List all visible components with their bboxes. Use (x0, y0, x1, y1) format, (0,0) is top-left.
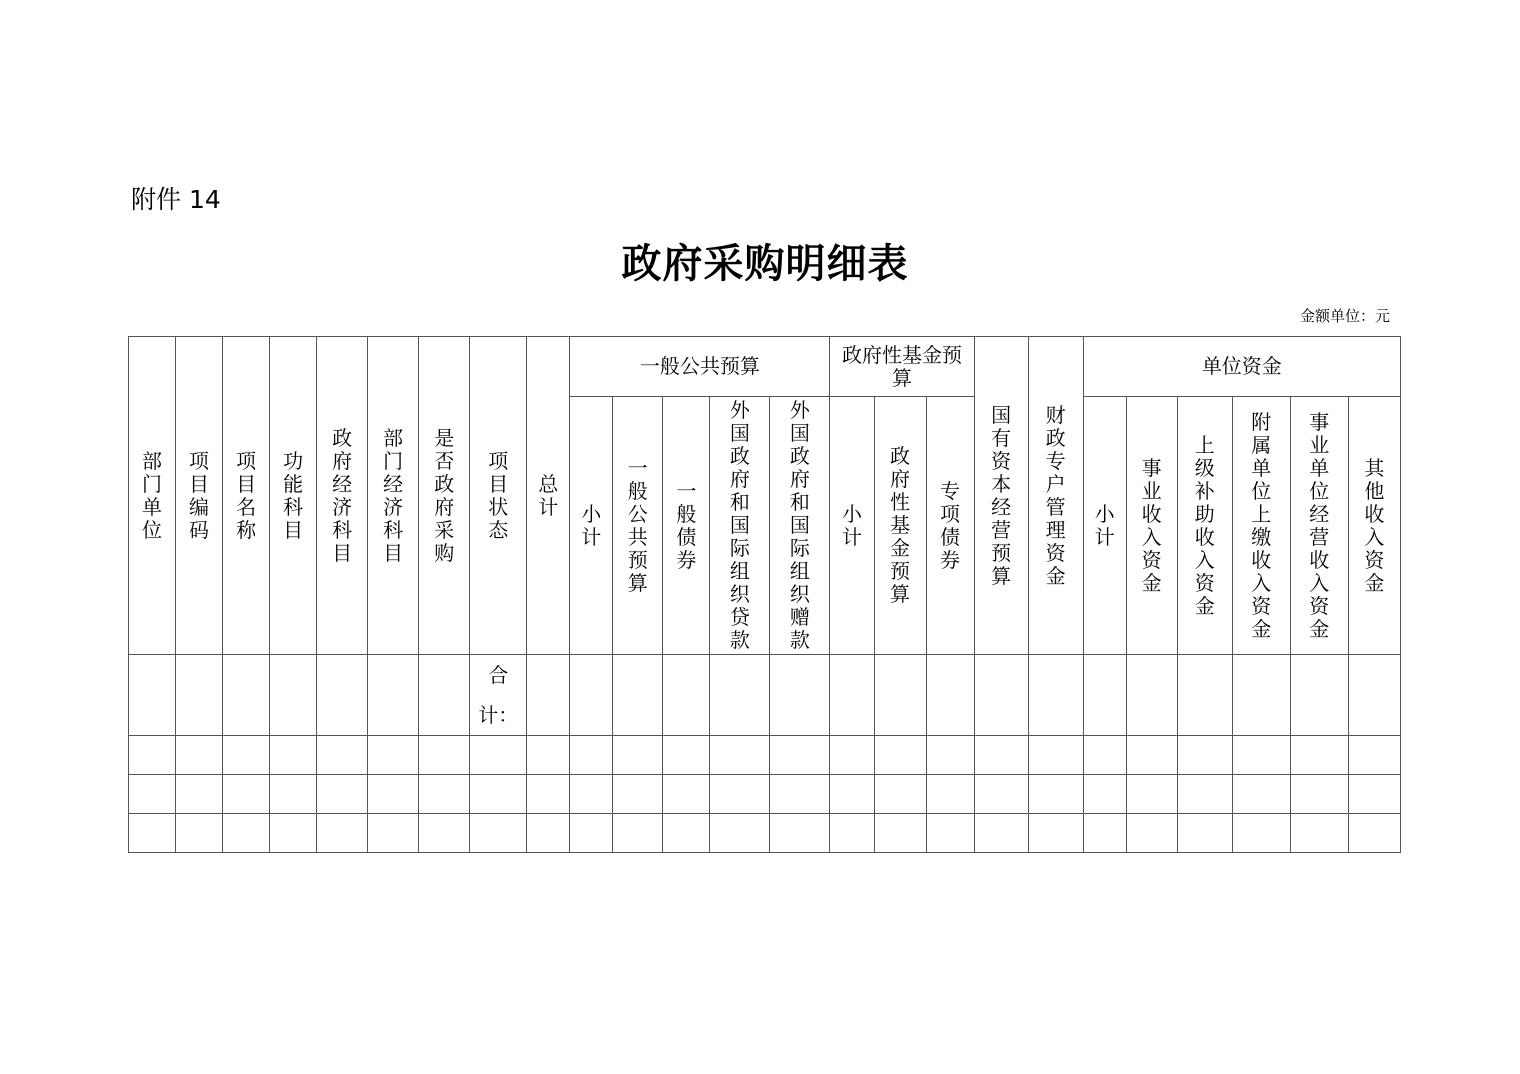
total-cell (770, 655, 830, 736)
data-cell[interactable] (613, 814, 663, 853)
header-state-capital: 国有资本经营预算 (974, 337, 1028, 655)
data-cell[interactable] (1177, 814, 1232, 853)
data-cell[interactable] (129, 814, 176, 853)
total-cell (1232, 655, 1290, 736)
data-cell[interactable] (368, 814, 419, 853)
data-cell[interactable] (874, 736, 926, 775)
total-cell (1083, 655, 1126, 736)
data-cell[interactable] (527, 814, 570, 853)
header-project-name: 项目名称 (223, 337, 270, 655)
total-cell (1348, 655, 1400, 736)
header-fb-special-bonds: 专项债券 (926, 397, 974, 655)
data-cell[interactable] (974, 775, 1028, 814)
header-dept-unit: 部门单位 (129, 337, 176, 655)
total-cell (874, 655, 926, 736)
total-cell (1126, 655, 1177, 736)
data-cell[interactable] (1232, 775, 1290, 814)
data-cell[interactable] (1083, 736, 1126, 775)
data-cell[interactable] (1348, 736, 1400, 775)
total-cell (129, 655, 176, 736)
total-cell (570, 655, 613, 736)
header-gb-foreign-grants: 外国政府和国际组织赠款 (770, 397, 830, 655)
data-cell[interactable] (926, 814, 974, 853)
data-cell[interactable] (974, 814, 1028, 853)
total-cell (663, 655, 710, 736)
data-cell[interactable] (1177, 736, 1232, 775)
data-cell[interactable] (129, 736, 176, 775)
total-cell (1290, 655, 1348, 736)
data-cell[interactable] (1348, 814, 1400, 853)
data-cell[interactable] (270, 736, 317, 775)
data-cell[interactable] (1126, 736, 1177, 775)
data-cell[interactable] (770, 775, 830, 814)
data-cell[interactable] (1028, 736, 1083, 775)
page-title: 政府采购明细表 (621, 240, 909, 287)
header-uf-superior-subsidy: 上级补助收入资金 (1177, 397, 1232, 655)
data-cell[interactable] (1177, 775, 1232, 814)
total-row (129, 655, 1401, 736)
total-cell (830, 655, 874, 736)
header-dept-econ-subject: 部门经济科目 (368, 337, 419, 655)
total-label-bottom: 计： (478, 703, 519, 727)
header-is-gov-procurement: 是否政府采购 (419, 337, 470, 655)
header-gov-econ-subject: 政府经济科目 (317, 337, 368, 655)
data-cell[interactable] (770, 814, 830, 853)
data-cell[interactable] (470, 775, 527, 814)
data-cell[interactable] (663, 775, 710, 814)
header-gb-foreign-loans: 外国政府和国际组织贷款 (710, 397, 770, 655)
data-cell[interactable] (527, 736, 570, 775)
data-cell[interactable] (1083, 775, 1126, 814)
data-cell[interactable] (527, 775, 570, 814)
data-cell[interactable] (770, 736, 830, 775)
data-cell[interactable] (570, 814, 613, 853)
data-cell[interactable] (419, 775, 470, 814)
data-cell[interactable] (368, 736, 419, 775)
header-uf-affiliate-income: 附属单位上缴收入资金 (1232, 397, 1290, 655)
total-cell (368, 655, 419, 736)
data-cell[interactable] (1348, 775, 1400, 814)
total-cell (176, 655, 223, 736)
header-uf-operating-income: 事业单位经营收入资金 (1290, 397, 1348, 655)
data-cell[interactable] (176, 814, 223, 853)
data-cell[interactable] (613, 775, 663, 814)
data-cell[interactable] (710, 736, 770, 775)
data-cell[interactable] (570, 775, 613, 814)
header-group-fund-budget: 政府性基金预算 (830, 337, 974, 397)
data-cell[interactable] (830, 814, 874, 853)
header-fb-subtotal: 小计 (830, 397, 874, 655)
data-cell[interactable] (1028, 814, 1083, 853)
data-cell[interactable] (570, 736, 613, 775)
data-cell[interactable] (470, 736, 527, 775)
data-cell[interactable] (830, 736, 874, 775)
data-cell[interactable] (419, 736, 470, 775)
data-cell[interactable] (613, 736, 663, 775)
data-cell[interactable] (223, 736, 270, 775)
header-gb-bonds: 一般债券 (663, 397, 710, 655)
data-cell[interactable] (926, 775, 974, 814)
data-cell[interactable] (874, 814, 926, 853)
data-cell[interactable] (270, 814, 317, 853)
total-cell (1028, 655, 1083, 736)
header-group-general-budget: 一般公共预算 (570, 337, 830, 397)
header-project-status: 项目状态 (470, 337, 527, 655)
header-special-account: 财政专户管理资金 (1028, 337, 1083, 655)
header-uf-other-income: 其他收入资金 (1348, 397, 1400, 655)
data-cell[interactable] (974, 736, 1028, 775)
data-cell[interactable] (1232, 736, 1290, 775)
data-cell[interactable] (270, 775, 317, 814)
data-cell[interactable] (1290, 814, 1348, 853)
data-cell[interactable] (830, 775, 874, 814)
data-cell[interactable] (223, 814, 270, 853)
data-cell[interactable] (317, 775, 368, 814)
table-row (129, 736, 1401, 775)
header-fb-fund: 政府性基金预算 (874, 397, 926, 655)
total-cell (527, 655, 570, 736)
data-cell[interactable] (129, 775, 176, 814)
data-cell[interactable] (926, 736, 974, 775)
data-cell[interactable] (176, 775, 223, 814)
header-gb-general: 一般公共预算 (613, 397, 663, 655)
header-project-code: 项目编码 (176, 337, 223, 655)
total-cell (317, 655, 368, 736)
header-uf-business-income: 事业收入资金 (1126, 397, 1177, 655)
header-function-subject: 功能科目 (270, 337, 317, 655)
total-cell (1177, 655, 1232, 736)
data-cell[interactable] (176, 736, 223, 775)
total-cell (613, 655, 663, 736)
header-gb-subtotal: 小计 (570, 397, 613, 655)
data-cell[interactable] (317, 814, 368, 853)
total-cell (419, 655, 470, 736)
data-cell[interactable] (663, 736, 710, 775)
data-cell[interactable] (710, 775, 770, 814)
data-cell[interactable] (317, 736, 368, 775)
procurement-detail-table (128, 336, 1401, 853)
total-cell (974, 655, 1028, 736)
total-label-cell (470, 655, 527, 736)
total-cell (223, 655, 270, 736)
amount-unit-note: 金额单位：元 (1299, 307, 1390, 325)
data-cell[interactable] (663, 814, 710, 853)
data-cell[interactable] (1290, 736, 1348, 775)
header-uf-subtotal: 小计 (1083, 397, 1126, 655)
data-cell[interactable] (1126, 775, 1177, 814)
header-grand-total: 总计 (527, 337, 570, 655)
data-cell[interactable] (1083, 814, 1126, 853)
table-row (129, 775, 1401, 814)
data-cell[interactable] (419, 814, 470, 853)
data-cell[interactable] (710, 814, 770, 853)
total-cell (270, 655, 317, 736)
data-cell[interactable] (1232, 814, 1290, 853)
data-cell[interactable] (470, 814, 527, 853)
data-cell[interactable] (368, 775, 419, 814)
attachment-label: 附件 14 (131, 185, 221, 214)
total-cell (710, 655, 770, 736)
data-cell[interactable] (1028, 775, 1083, 814)
data-cell[interactable] (1290, 775, 1348, 814)
total-label-top: 合 (488, 663, 509, 687)
data-cell[interactable] (1126, 814, 1177, 853)
header-row-1 (129, 337, 1401, 397)
data-cell[interactable] (223, 775, 270, 814)
table-row (129, 814, 1401, 853)
total-cell (926, 655, 974, 736)
data-cell[interactable] (874, 775, 926, 814)
header-group-unit-funds: 单位资金 (1083, 337, 1400, 397)
